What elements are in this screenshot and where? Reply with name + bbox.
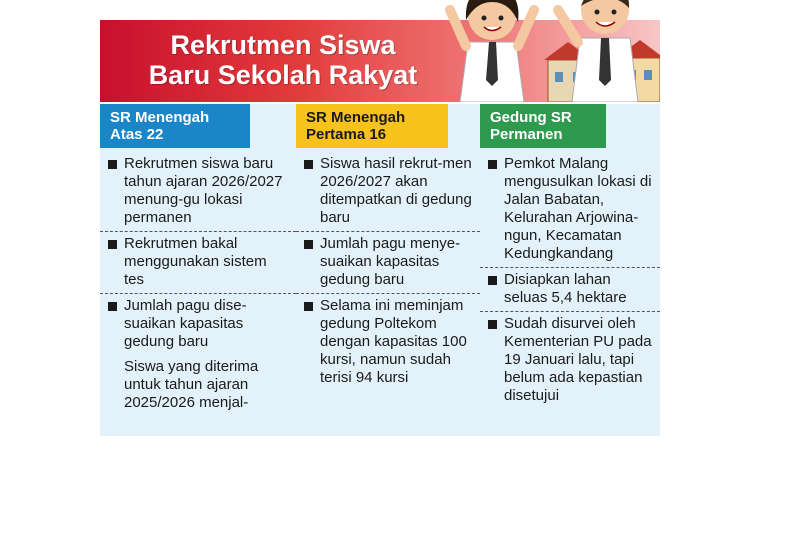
bullet-square-icon — [304, 302, 313, 311]
student-girl-illustration — [450, 0, 534, 102]
students-illustration — [430, 0, 660, 102]
column-header: SR Menengah Pertama 16 — [296, 104, 448, 148]
bullet-square-icon — [108, 160, 117, 169]
bullet-square-icon — [488, 276, 497, 285]
bullet-square-icon — [488, 320, 497, 329]
column-sr-menengah-atas — [100, 104, 296, 436]
list-item: Rekrutmen siswa baru tahun ajaran 2026/2027 menung-gu lokasi permanen — [100, 152, 296, 232]
list-item: Jumlah pagu dise-suaikan kapasitas gedung baru — [100, 294, 296, 355]
title — [118, 30, 448, 90]
list-item: Disiapkan lahan seluas 5,4 hektare — [480, 268, 660, 312]
bullet-square-icon — [108, 240, 117, 249]
title-line-2: Baru Sekolah Rakyat — [148, 60, 418, 90]
bullet-square-icon — [108, 302, 117, 311]
bullet-square-icon — [488, 160, 497, 169]
title-line-1: Rekrutmen Siswa — [170, 30, 396, 60]
list-item-continued: Siswa yang diterima untuk tahun ajaran 2025/2026 menjal- — [124, 358, 259, 411]
column-header: Gedung SR Permanen — [480, 104, 606, 148]
list-item: Rekrutmen bakal menggunakan sistem tes — [100, 232, 296, 294]
list-item: Pemkot Malang mengusulkan lokasi di Jalan Babatan, Kelurahan Arjowina-ngun, Kecamatan Kedungkandang — [480, 152, 660, 268]
list-item: Selama ini meminjam gedung Poltekom dengan kapasitas 100 kursi, namun sudah terisi 94 kursi — [296, 294, 480, 391]
list-item: Sudah disurvei oleh Kementerian PU pada 19 Januari lalu, tapi belum ada kepastian disetujui — [480, 312, 660, 409]
infographic — [100, 0, 660, 436]
column-sr-menengah-pertama — [296, 104, 480, 436]
list-item: Jumlah pagu menye-suaikan kapasitas gedung baru — [296, 232, 480, 294]
column-header: SR Menengah Atas 22 — [100, 104, 250, 148]
bullet-square-icon — [304, 160, 313, 169]
list-item: Siswa hasil rekrut-men 2026/2027 akan ditempatkan di gedung baru — [296, 152, 480, 232]
bullet-square-icon — [304, 240, 313, 249]
column-gedung-sr-permanen — [480, 104, 660, 436]
